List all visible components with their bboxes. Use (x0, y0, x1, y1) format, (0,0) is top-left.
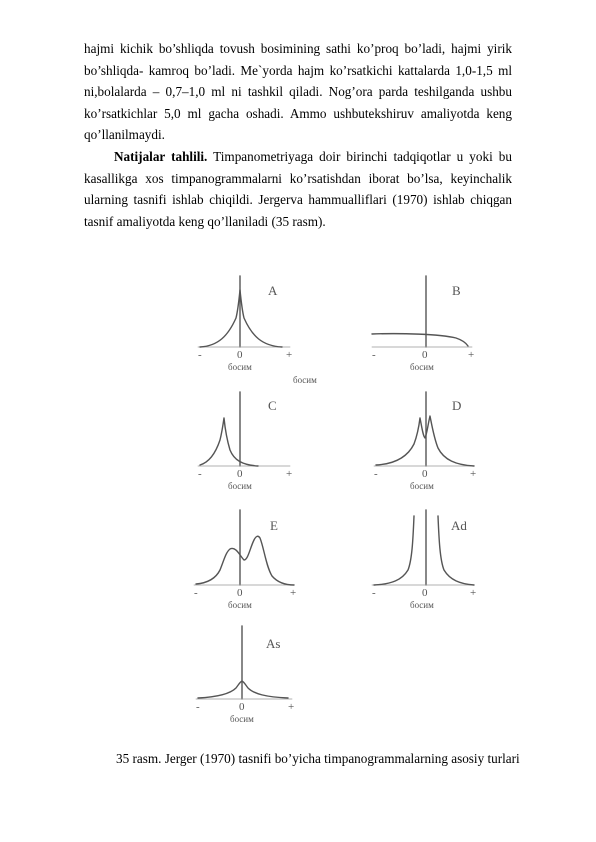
panel-a-label: A (268, 283, 278, 298)
panel-d-zero: 0 (422, 468, 428, 480)
panel-as-minus: - (196, 701, 200, 713)
figure-caption: 35 rasm. Jerger (1970) tasnifi bo’yicha timpanogrammalarning asosiy turlari (116, 751, 520, 766)
panel-e-zero: 0 (237, 587, 243, 599)
panel-ad-label: Ad (451, 518, 467, 533)
panel-a-plus: + (286, 349, 293, 361)
panel-a-zero: 0 (237, 349, 243, 361)
panel-d-minus: - (374, 468, 378, 480)
panel-as-axis-label: босим (230, 714, 254, 724)
panel-a-minus: - (198, 349, 202, 361)
panel-a-axis-label: босим (228, 362, 252, 372)
panel-c-curve (200, 418, 258, 466)
panel-b-curve (372, 334, 468, 346)
panel-ad-axis-label: босим (410, 600, 434, 610)
panel-b-plus: + (468, 349, 475, 361)
panel-e (194, 510, 294, 585)
panel-a-curve (200, 290, 282, 347)
panel-as-label: As (266, 636, 281, 651)
section-heading: Natijalar tahlili. (114, 148, 208, 164)
panel-b-minus: - (372, 349, 376, 361)
panel-e-curve (196, 536, 294, 585)
panel-e-plus: + (290, 587, 297, 599)
panel-e-minus: - (194, 587, 198, 599)
panel-c-axis-label: босим (228, 481, 252, 491)
panel-b-zero: 0 (422, 349, 428, 361)
extra-axis-label: босим (293, 375, 317, 385)
panel-d-curve (376, 416, 474, 466)
panel-e-axis-label: босим (228, 600, 252, 610)
paragraph-1: hajmi kichik bo’shliqda tovush bosimining sathi ko’proq bo’ladi, hajmi yirik bo’shliqda- kamroq bo’ladi. Me`yorda hajm ko’rsatkichi kattalarda 1,0-1,5 ml ni,bolalarda – 0,7–1,0 ml ni tashkil qiladi. Nog’ora parda teshilganda ushbu ko’rsatkichlar 5,0 ml gacha oshadi. Ammo ushbutekshiruv amaliyotda keng qo’llanilmaydi. (84, 41, 512, 143)
panel-c-minus: - (198, 468, 202, 480)
panel-d-label: D (452, 398, 462, 413)
panel-c-zero: 0 (237, 468, 243, 480)
panel-b-axis-label: босим (410, 362, 434, 372)
panel-as-curve (198, 681, 288, 698)
panel-as-plus: + (288, 701, 295, 713)
panel-as-zero: 0 (239, 701, 245, 713)
panel-ad-plus: + (470, 587, 477, 599)
panel-c-plus: + (286, 468, 293, 480)
panel-b-label: B (452, 283, 461, 298)
panel-c-label: C (268, 398, 277, 413)
panel-e-label: E (270, 518, 278, 533)
panel-d-axis-label: босим (410, 481, 434, 491)
panel-ad-minus: - (372, 587, 376, 599)
panel-ad-curve (374, 516, 414, 585)
paragraph-2-text: Timpanometriyaga doir birinchi tadqiqotlar u yoki bu kasallikga xos timpanogrammalarni ko’rsatishdan iborat bo’lsa, keyinchalik ularning tasnifi ishlab chiqildi. Jergerva hammualliflari (1970) ishlab chiqgan tasnif amaliyotda keng qo’llaniladi (35 rasm). (84, 148, 512, 229)
panel-ad-zero: 0 (422, 587, 428, 599)
panel-d-plus: + (470, 468, 477, 480)
